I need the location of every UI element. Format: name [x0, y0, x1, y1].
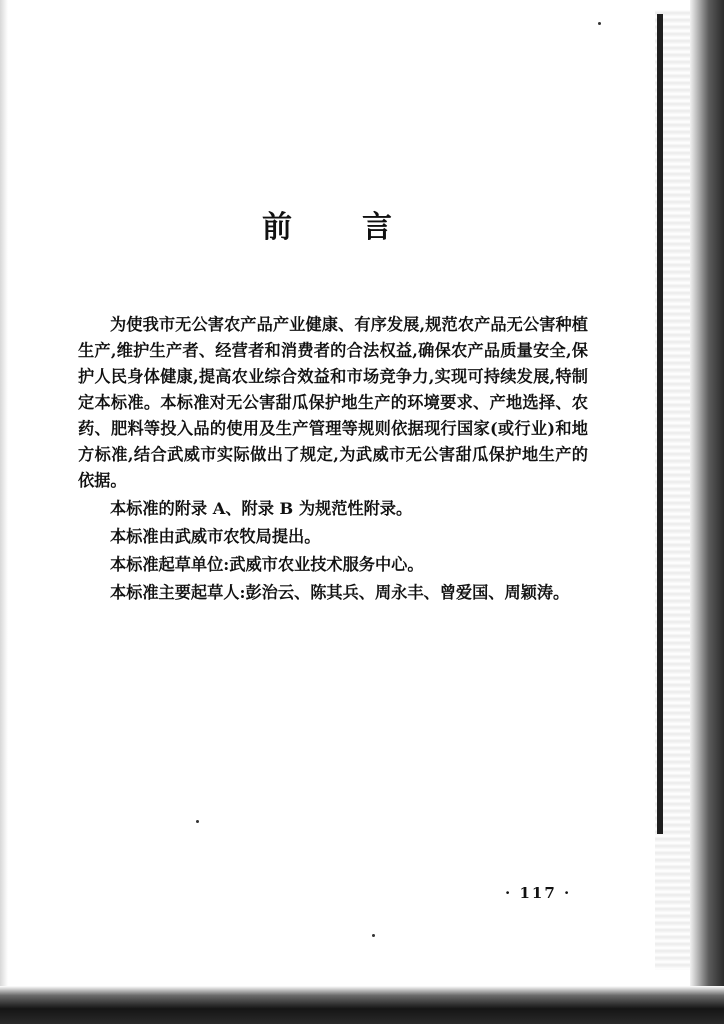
left-page-shadow — [0, 0, 8, 1000]
bottom-page-edge — [0, 986, 724, 1024]
scan-speck — [196, 820, 199, 823]
right-page-edge-line — [657, 14, 663, 834]
title-char-1: 前 — [262, 210, 292, 245]
scan-speck — [598, 22, 601, 25]
page-title — [262, 202, 392, 246]
page-number: · 117 · — [505, 884, 572, 902]
paragraph-main: 为使我市无公害农产品产业健康、有序发展,规范农产品无公害种植生产,维护生产者、经营者和消费者的合法权益,确保农产品质量安全,保护人民身体健康,提高农业综合效益和市场竞争力,实现可持续发展,特制定本标准。本标准对无公害甜瓜保护地生产的环境要求、产地选择、农药、肥料等投入品的使用及生产管理等规则依据现行国家(或行业)和地方标准,结合武威市实际做出了规定,为武威市无公害甜瓜保护地生产的依据。 — [78, 315, 588, 490]
right-page-edge — [690, 0, 724, 1024]
scan-speck — [372, 934, 375, 937]
paragraph-appendix: 本标准的附录 A、附录 B 为规范性附录。 — [110, 499, 413, 518]
paragraph-drafters: 本标准主要起草人:彭治云、陈其兵、周永丰、曾爱国、周颖涛。 — [110, 583, 570, 602]
preface-body — [78, 312, 588, 606]
paragraph-drafting-unit: 本标准起草单位:武威市农业技术服务中心。 — [110, 555, 424, 574]
paragraph-proposer: 本标准由武威市农牧局提出。 — [110, 527, 321, 546]
title-char-2: 言 — [362, 210, 392, 245]
